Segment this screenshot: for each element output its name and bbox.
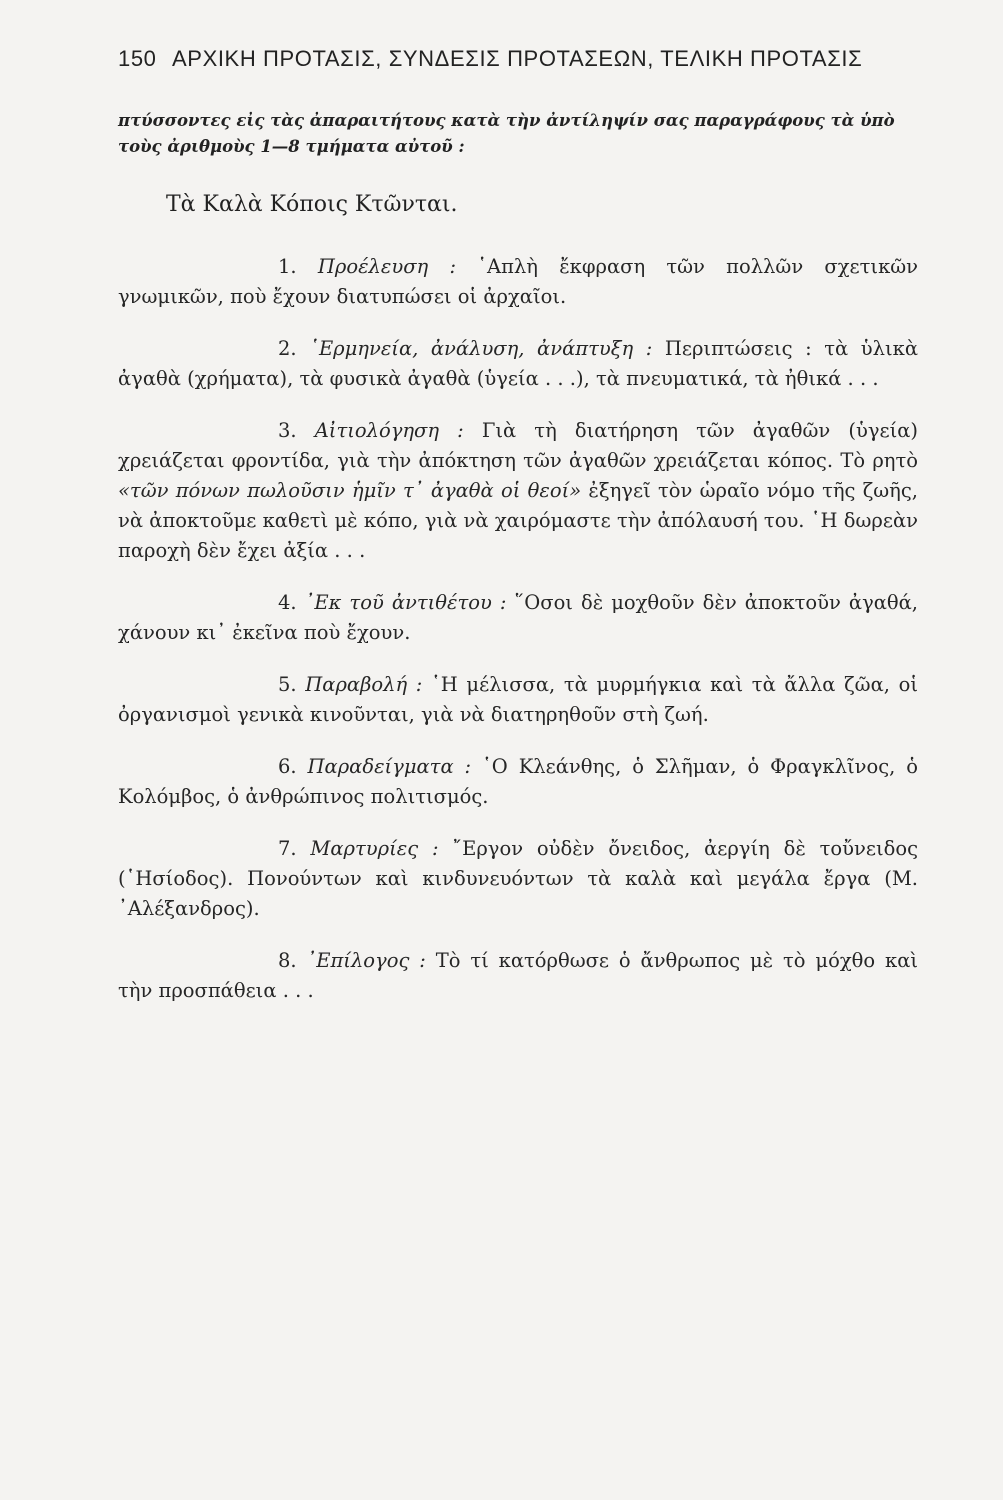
item-number: 5. <box>278 673 297 696</box>
item-number: 8. <box>278 949 297 972</box>
item-number: 3. <box>278 419 297 442</box>
item-text: Γιὰ τὴ διατήρηση τῶν ἀγαθῶν (ὑγεία) χρειάζεται φροντίδα, γιὰ τὴν ἀπόκτηση τῶν ἀγαθῶν χρειάζεται κόπος. Τὸ ρητὸ <box>118 419 918 472</box>
outline-item-2 <box>118 334 918 394</box>
item-text: Περιπτώσεις : τὰ ὑλικὰ ἀγαθὰ (χρήματα), τὰ φυσικὰ ἀγαθὰ (ὑγεία . . .), τὰ πνευματικά, τὰ ἠθικά . . . <box>118 337 919 390</box>
item-heading: Αἰτιολόγηση : <box>314 419 464 442</box>
instruction-line-1: πτύσσοντες εἰς τὰς ἀπαραιτήτους κατὰ τὴν ἀντίληψίν σας παραγράφους τὰ ὑπὸ <box>118 111 895 130</box>
outline-item-7 <box>118 834 918 924</box>
item-heading: ᾿Επίλογος : <box>306 949 426 972</box>
outline-list <box>118 252 918 1028</box>
running-head <box>118 46 862 72</box>
item-heading: Προέλευση : <box>317 255 457 278</box>
motto-title: Τὰ Καλὰ Κόποις Κτῶνται. <box>166 192 458 217</box>
outline-item-1 <box>118 252 918 312</box>
item-text: ῞Οσοι δὲ μοχθοῦν δὲν ἀποκτοῦν ἀγαθά, χάνουν κι᾿ ἐκεῖνα ποὺ ἔχουν. <box>118 591 918 644</box>
item-text: Τὸ τί κατόρθωσε ὁ ἄνθρωπος μὲ τὸ μόχθο καὶ τὴν προσπάθεια . . . <box>118 949 919 1002</box>
running-head-title: ΑΡΧΙΚΗ ΠΡΟΤΑΣΙΣ, ΣΥΝΔΕΣΙΣ ΠΡΟΤΑΣΕΩΝ, ΤΕΛΙΚΗ ΠΡΟΤΑΣΙΣ <box>172 46 863 71</box>
outline-item-5 <box>118 670 918 730</box>
item-heading: ῾Ερμηνεία, ἀνάλυση, ἀνάπτυξη : <box>309 337 653 360</box>
item-heading: ᾿Εκ τοῦ ἀντιθέτου : <box>304 591 507 614</box>
item-text: ῾Ο Κλεάνθης, ὁ Σλῆμαν, ὁ Φραγκλῖνος, ὁ Κολόμβος, ὁ ἀνθρώπινος πολιτισμός. <box>118 755 918 808</box>
item-text: ῾Η μέλισσα, τὰ μυρμήγκια καὶ τὰ ἄλλα ζῶα, οἱ ὀργανισμοὶ γενικὰ κινοῦνται, γιὰ νὰ διατηρηθοῦν στὴ ζωή. <box>118 673 918 726</box>
outline-item-3 <box>118 416 918 566</box>
item-number: 6. <box>278 755 297 778</box>
item-heading: Παραδείγματα : <box>307 755 472 778</box>
item-text: ῎Εργον οὐδὲν ὄνειδος, ἀεργίη δὲ τοὔνειδος (῾Ησίοδος). Πονούντων καὶ κινδυνευόντων τὰ καλὰ καὶ μεγάλα ἔργα (Μ. ᾿Αλέξανδρος). <box>118 837 918 920</box>
page-number: 150 <box>118 46 157 71</box>
instruction-text <box>118 108 918 160</box>
outline-item-6 <box>118 752 918 812</box>
item-text: ῾Απλὴ ἔκφραση τῶν πολλῶν σχετικῶν γνωμικῶν, ποὺ ἔχουν διατυπώσει οἱ ἀρχαῖοι. <box>118 255 919 308</box>
outline-item-8 <box>118 946 918 1006</box>
item-number: 2. <box>278 337 297 360</box>
item-heading: Παραβολή : <box>305 673 423 696</box>
item-text-continued: ἐξηγεῖ τὸν ὡραῖο νόμο τῆς ζωῆς, νὰ ἀποκτοῦμε καθετὶ μὲ κόπο, γιὰ νὰ χαιρόμαστε τὴν ἀπόλαυσή του. ῾Η δωρεὰν παροχὴ δὲν ἔχει ἀξία . . . <box>118 479 918 562</box>
item-number: 7. <box>278 837 297 860</box>
item-heading: Μαρτυρίες : <box>310 837 439 860</box>
outline-item-4 <box>118 588 918 648</box>
instruction-line-2: τοὺς ἀριθμοὺς 1—8 τμήματα αὐτοῦ : <box>118 137 465 156</box>
item-number: 1. <box>278 255 297 278</box>
item-quote: «τῶν πόνων πωλοῦσιν ἡμῖν τ᾿ ἀγαθὰ οἱ θεοί» <box>118 479 582 502</box>
item-number: 4. <box>278 591 297 614</box>
